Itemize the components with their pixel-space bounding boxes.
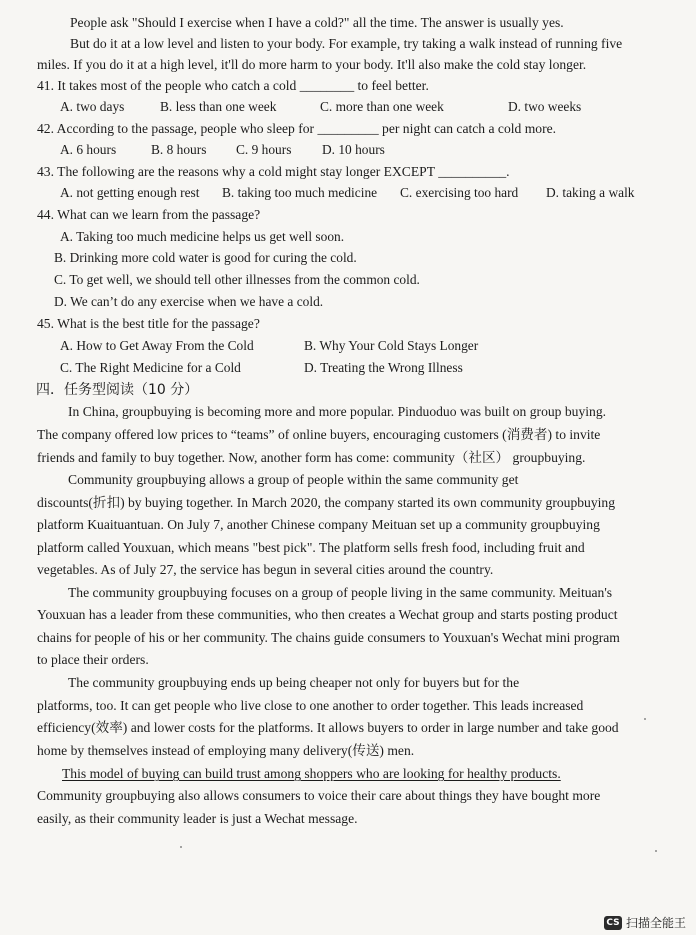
camscanner-logo-icon: CS	[604, 916, 622, 930]
question-44-stem: 44. What can we learn from the passage?	[37, 207, 261, 222]
passage-intro-line: miles. If you do it at a high level, it'll do more harm to your body. It'll also make the cold stay longer.	[37, 57, 587, 72]
passage-line: efficiency(效率) and lower costs for the platforms. It allows buyers to order in large number and take good	[37, 720, 619, 735]
passage-line: platform called Youxuan, which means "best pick". The platform sells fresh food, including fruit and	[37, 540, 585, 555]
passage-line: Community groupbuying also allows consumers to voice their care about things they have bought more	[37, 788, 601, 803]
q44-option-a: A. Taking too much medicine helps us get well soon.	[60, 229, 345, 244]
question-42-stem: 42. According to the passage, people who sleep for _________ per night can catch a cold more.	[37, 121, 557, 136]
q45-option-b: B. Why Your Cold Stays Longer	[304, 338, 479, 353]
q43-option-d: D. taking a walk	[546, 185, 635, 200]
q44-option-d: D. We can’t do any exercise when we have a cold.	[54, 294, 324, 309]
question-41-stem: 41. It takes most of the people who catch a cold ________ to feel better.	[37, 78, 429, 93]
q42-option-a: A. 6 hours	[60, 142, 117, 157]
q44-option-c: C. To get well, we should tell other illnesses from the common cold.	[54, 272, 420, 287]
question-43-stem: 43. The following are the reasons why a cold might stay longer EXCEPT __________.	[37, 164, 510, 179]
passage-line: easily, as their community leader is just a Wechat message.	[37, 811, 358, 826]
passage-intro-line: People ask "Should I exercise when I have a cold?" all the time. The answer is usually yes.	[70, 15, 564, 30]
scanner-watermark	[604, 914, 686, 931]
q42-option-d: D. 10 hours	[322, 142, 385, 157]
scan-speck	[655, 850, 657, 852]
q45-option-c: C. The Right Medicine for a Cold	[60, 360, 241, 375]
q45-option-a: A. How to Get Away From the Cold	[60, 338, 254, 353]
passage-line: chains for people of his or her community. The chains guide consumers to Youxuan's Wechat mini program	[37, 630, 620, 645]
q42-option-b: B. 8 hours	[151, 142, 207, 157]
q43-option-c: C. exercising too hard	[400, 185, 519, 200]
scan-speck	[644, 718, 646, 720]
underlined-sentence: This model of buying can build trust among shoppers who are looking for healthy products.	[62, 766, 561, 781]
q42-option-c: C. 9 hours	[236, 142, 292, 157]
passage-line: home by themselves instead of employing many delivery(传送) men.	[37, 743, 415, 758]
scan-speck	[180, 846, 182, 848]
passage-line: to place their orders.	[37, 652, 149, 667]
passage-line: platforms, too. It can get people who live close to one another to order together. This leads increased	[37, 698, 584, 713]
q41-option-b: B. less than one week	[160, 99, 277, 114]
question-45-stem: 45. What is the best title for the passage?	[37, 316, 260, 331]
passage-line: Youxuan has a leader from these communities, who then creates a Wechat group and starts posting product	[37, 607, 618, 622]
passage-line: platform Kuaituantuan. On July 7, another Chinese company Meituan set up a community groupbuying	[37, 517, 600, 532]
q41-option-a: A. two days	[60, 99, 125, 114]
q41-option-d: D. two weeks	[508, 99, 582, 114]
passage-line: In China, groupbuying is becoming more and more popular. Pinduoduo was built on group buying.	[68, 404, 607, 419]
passage-line: friends and family to buy together. Now, another form has come: community（社区） groupbuying.	[37, 450, 586, 465]
q44-option-b: B. Drinking more cold water is good for curing the cold.	[54, 250, 357, 265]
passage-line: vegetables. As of July 27, the service has begun in several cities around the country.	[37, 562, 494, 577]
passage-line: Community groupbuying allows a group of people within the same community get	[68, 472, 519, 487]
passage-line: discounts(折扣) by buying together. In March 2020, the company started its own community groupbuying	[37, 495, 616, 510]
passage-intro-line: But do it at a low level and listen to your body. For example, try taking a walk instead of running five	[70, 36, 623, 51]
q43-option-b: B. taking too much medicine	[222, 185, 378, 200]
passage-line: The community groupbuying ends up being cheaper not only for buyers but for the	[68, 675, 520, 690]
watermark-text: 扫描全能王	[625, 916, 686, 930]
section-heading: 四．任务型阅读（10 分）	[36, 382, 199, 398]
passage-line: The company offered low prices to “teams” of online buyers, encouraging customers (消费者) to invite	[37, 427, 601, 442]
q41-option-c: C. more than one week	[320, 99, 444, 114]
q43-option-a: A. not getting enough rest	[60, 185, 200, 200]
passage-line: The community groupbuying focuses on a group of people living in the same community. Meituan's	[68, 585, 613, 600]
q45-option-d: D. Treating the Wrong Illness	[304, 360, 463, 375]
